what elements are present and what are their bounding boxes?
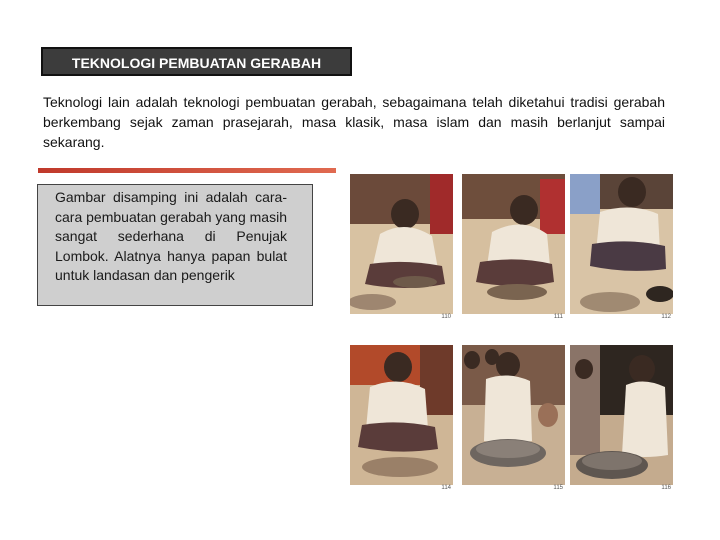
photo-number: 114: [441, 485, 451, 491]
photo-number: 116: [661, 485, 671, 491]
photo-number: 112: [661, 314, 671, 320]
photo-number: 115: [553, 485, 563, 491]
pottery-photo-5: [462, 345, 565, 492]
pottery-photo-4: [350, 345, 453, 492]
pottery-photo-1: [350, 174, 453, 321]
photo-number: 111: [553, 314, 563, 320]
photo-number: 110: [441, 314, 451, 320]
red-divider: [38, 168, 336, 173]
slide-title: TEKNOLOGI PEMBUATAN GERABAH: [71, 55, 322, 71]
pottery-photo-2: [462, 174, 565, 321]
caption-text: Gambar disamping ini adalah cara-cara pembuatan gerabah yang masih sangat sederhana di Penujak Lombok. Alatnya hanya papan bulat untuk landasan dan pengerik: [55, 189, 287, 283]
pottery-photo-3: [570, 174, 673, 321]
intro-paragraph: Teknologi lain adalah teknologi pembuatan gerabah, sebagaimana telah diketahui tradisi gerabah berkembang sejak zaman prasejarah, masa klasik, masa islam dan masih berlanjut sampai sekarang.: [43, 94, 665, 150]
slide-title-box: [41, 47, 352, 76]
caption-box: [37, 184, 313, 306]
pottery-photo-6: [570, 345, 673, 492]
